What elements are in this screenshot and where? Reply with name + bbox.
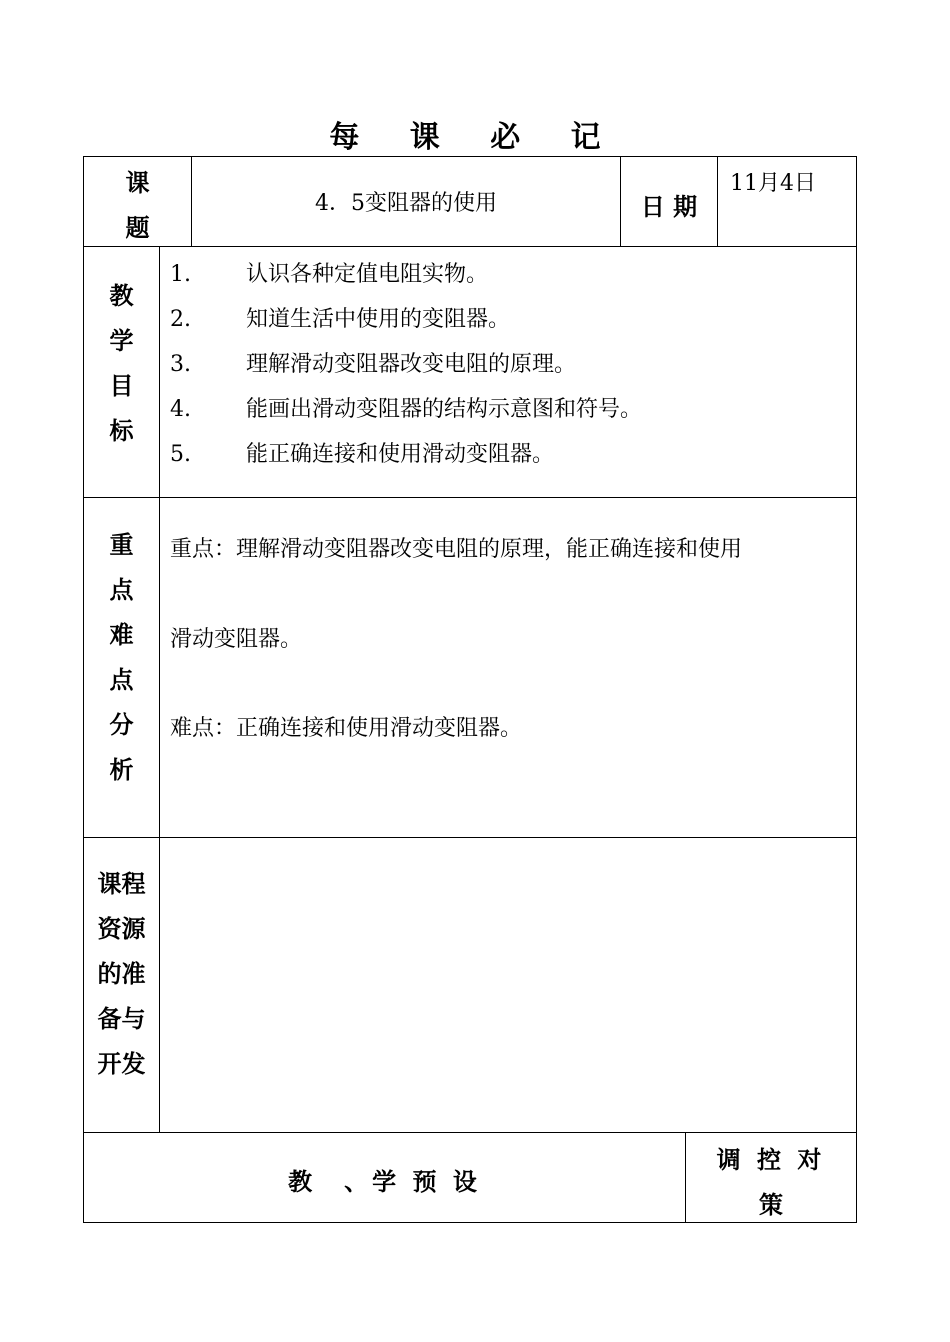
teaching-preset-label: 教 、学 预 设 [288, 1168, 481, 1196]
keypoints-line: 难点：正确连接和使用滑动变阻器。 [170, 716, 523, 741]
objective-num: 2. [170, 307, 191, 332]
objective-text: 知道生活中使用的变阻器。 [246, 307, 511, 332]
objective-text: 理解滑动变阻器改变电阻的原理。 [246, 352, 577, 377]
objective-item [170, 257, 488, 288]
topic-value: 4．5变阻器的使用 [315, 191, 497, 216]
control-strategy-label-2: 策 [759, 1191, 783, 1219]
resources-label-line: 备与 [97, 1005, 146, 1033]
page-title: 每 课 必 记 [329, 120, 621, 155]
resources-content-cell [159, 837, 857, 1133]
objective-num: 1. [170, 262, 191, 287]
objective-text: 能画出滑动变阻器的结构示意图和符号。 [246, 397, 643, 422]
keypoints-label-char: 难 [109, 621, 134, 649]
resources-label-line: 开发 [97, 1050, 146, 1078]
keypoints-line: 重点：理解滑动变阻器改变电阻的原理，能正确连接和使用 [170, 537, 743, 562]
keypoints-label-char: 点 [109, 576, 134, 604]
topic-label-1: 课 [125, 169, 150, 197]
objective-item [170, 437, 554, 468]
objective-num: 5. [170, 442, 191, 467]
keypoints-line: 滑动变阻器。 [170, 627, 303, 652]
objective-item [170, 392, 642, 423]
objectives-label [83, 274, 160, 454]
resources-label-line: 资源 [97, 915, 146, 943]
keypoints-label-char: 分 [109, 711, 134, 739]
date-value: 11月4日 [730, 171, 816, 196]
topic-label-2: 题 [125, 214, 150, 242]
keypoints-label-char: 重 [109, 531, 134, 559]
objectives-label-char: 学 [109, 327, 134, 355]
objectives-label-char: 目 [109, 372, 134, 400]
keypoints-label-char: 析 [109, 756, 134, 784]
objectives-label-char: 教 [109, 282, 134, 310]
objectives-label-char: 标 [109, 417, 134, 445]
control-strategy-label-1: 调 控 对 [716, 1146, 826, 1174]
resources-label [83, 862, 160, 1087]
objective-num: 3. [170, 352, 191, 377]
objective-text: 认识各种定值电阻实物。 [246, 262, 489, 287]
resources-label-line: 课程 [97, 870, 146, 898]
resources-label-line: 的准 [97, 960, 146, 988]
keypoints-label-char: 点 [109, 666, 134, 694]
objective-item [170, 347, 576, 378]
date-label: 日 期 [640, 193, 698, 221]
objective-item [170, 302, 510, 333]
objective-num: 4. [170, 397, 191, 422]
objective-text: 能正确连接和使用滑动变阻器。 [246, 442, 555, 467]
keypoints-label [83, 523, 160, 793]
